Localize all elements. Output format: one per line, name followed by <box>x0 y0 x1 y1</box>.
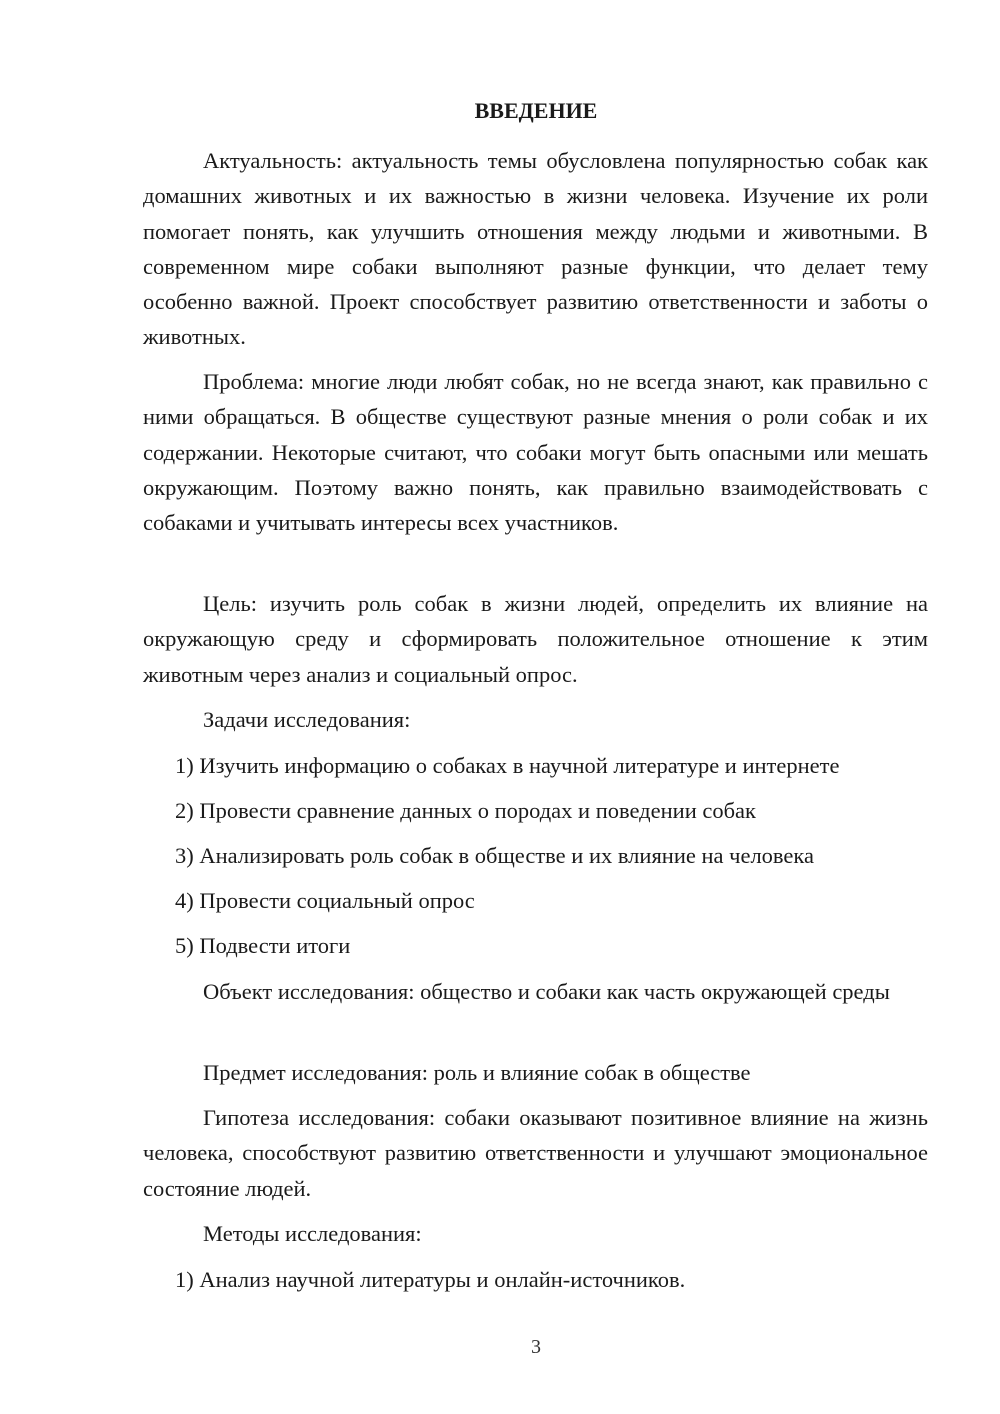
paragraph-relevance: Актуальность: актуальность темы обусловлена популярностью собак как домашних животных и их важностью в жизни человека. Изучение их роли помогает понять, как улучшить отношения между людьми и животными. В современном мире собаки выполняют разные функции, что делает тему особенно важной. Проект способствует развитию ответственности и заботы о животных. <box>143 148 928 350</box>
paragraph-subject: Предмет исследования: роль и влияние собак в обществе <box>203 1060 751 1085</box>
tasks-heading: Задачи исследования: <box>203 707 411 732</box>
method-item: 1) Анализ научной литературы и онлайн-источников. <box>175 1267 686 1292</box>
task-item: 5) Подвести итоги <box>175 933 351 958</box>
paragraph-object: Объект исследования: общество и собаки как часть окружающей среды <box>203 979 890 1004</box>
task-item: 1) Изучить информацию о собаках в научной литературе и интернете <box>175 753 840 778</box>
page-title: ВВЕДЕНИЕ <box>474 98 598 123</box>
methods-heading: Методы исследования: <box>203 1221 422 1246</box>
paragraph-hypothesis: Гипотеза исследования: собаки оказывают позитивное влияние на жизнь человека, способствуют развитию ответственности и улучшают эмоциональное состояние людей. <box>143 1105 928 1201</box>
task-item: 2) Провести сравнение данных о породах и поведении собак <box>175 798 756 823</box>
paragraph-problem: Проблема: многие люди любят собак, но не всегда знают, как правильно с ними обращаться. В обществе существуют разные мнения о роли собак и их содержании. Некоторые считают, что собаки могут быть опасными или мешать окружающим. Поэтому важно понять, как правильно взаимодействовать с собаками и учитывать интересы всех участников. <box>143 369 928 536</box>
task-item: 3) Анализировать роль собак в обществе и их влияние на человека <box>175 843 814 868</box>
paragraph-goal: Цель: изучить роль собак в жизни людей, определить их влияние на окружающую среду и сформировать положительное отношение к этим животным через анализ и социальный опрос. <box>143 591 928 687</box>
task-item: 4) Провести социальный опрос <box>175 888 475 913</box>
page-number: 3 <box>531 1336 541 1358</box>
